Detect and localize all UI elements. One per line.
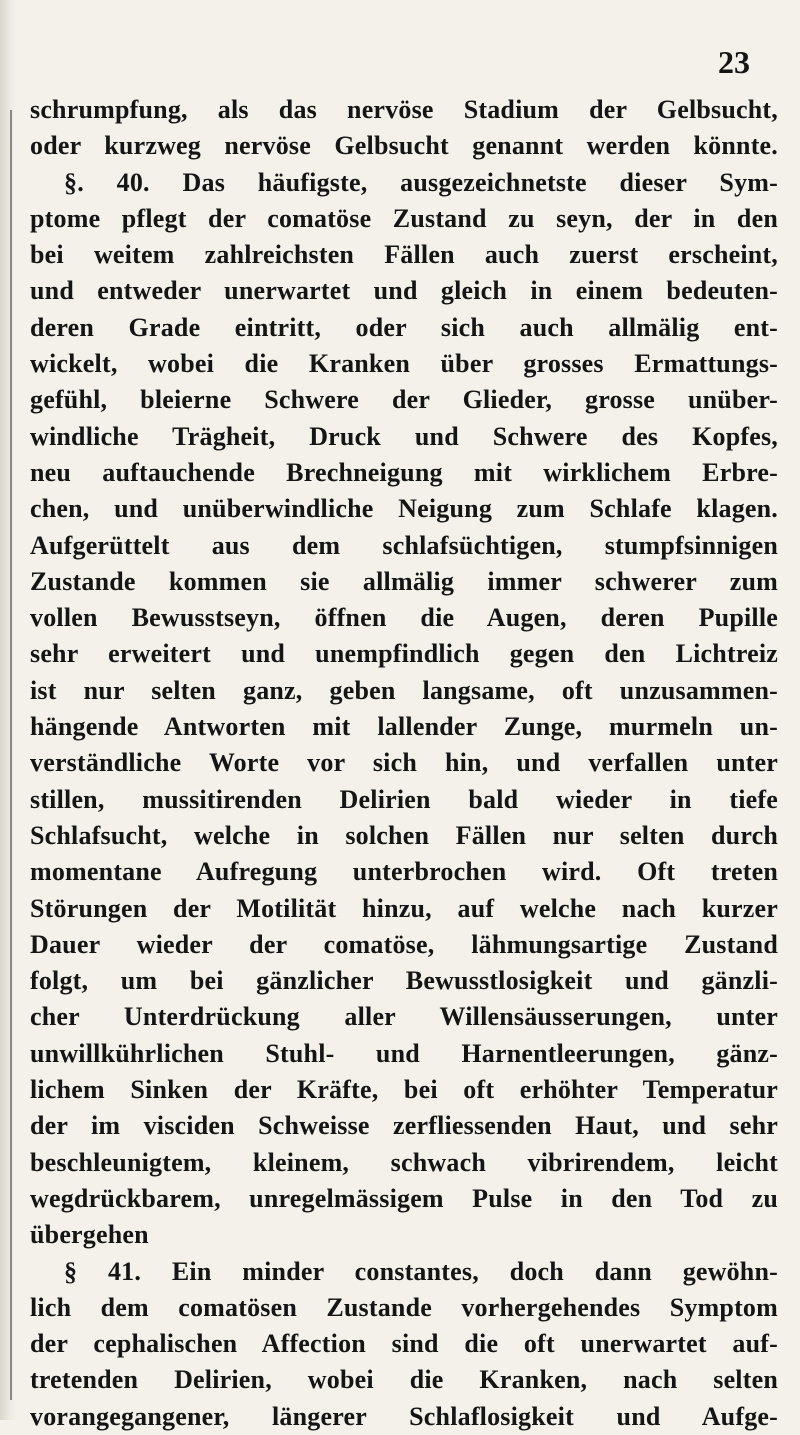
page-gutter: [0, 0, 16, 1420]
text-line: lichem Sinken der Kräfte, bei oft erhöhter Temperatur: [30, 1075, 778, 1105]
text-line: sehr erweitert und unempfindlich gegen den Lichtreiz: [30, 639, 778, 669]
text-line: Zustande kommen sie allmälig immer schwerer zum: [30, 566, 778, 596]
text-line: hängende Antworten mit lallender Zunge, murmeln un-: [30, 712, 778, 742]
text-line: schrumpfung, als das nervöse Stadium der Gelbsucht,: [30, 95, 778, 124]
text-line: stillen, mussitirenden Delirien bald wieder in tiefe: [30, 784, 778, 814]
text-line: tretenden Delirien, wobei die Kranken, nach selten: [30, 1365, 778, 1395]
text-line: Dauer wieder der comatöse, lähmungsartige Zustand: [30, 929, 778, 959]
text-line: und entweder unerwartet und gleich in einem bedeuten-: [30, 276, 778, 306]
text-line: ptome pflegt der comatöse Zustand zu seyn, der in den: [30, 203, 778, 233]
text-line: oder kurzweg nervöse Gelbsucht genannt werden könnte.: [30, 131, 778, 161]
text-line: §. 40. Das häufigste, ausgezeichnetste dieser Sym-: [64, 167, 778, 197]
text-line: Schlafsucht, welche in solchen Fällen nur selten durch: [30, 820, 778, 850]
text-line: momentane Aufregung unterbrochen wird. Oft treten: [30, 857, 778, 887]
text-line: beschleunigtem, kleinem, schwach vibrirendem, leicht: [30, 1147, 778, 1177]
page-number: 23: [718, 44, 750, 80]
text-line: verständliche Worte vor sich hin, und verfallen unter: [30, 748, 778, 778]
binding-edge: [10, 110, 12, 1400]
text-line: wickelt, wobei die Kranken über grosses Ermattungs-: [30, 349, 778, 379]
text-line: folgt, um bei gänzlicher Bewusstlosigkeit und gänzli-: [30, 966, 778, 996]
text-line: Störungen der Motilität hinzu, auf welche nach kurzer: [30, 893, 778, 923]
text-line: übergehen: [30, 1220, 149, 1250]
body-text: [30, 92, 778, 1435]
text-line: Aufgerüttelt aus dem schlafsüchtigen, stumpfsinnigen: [30, 530, 778, 560]
text-line: gefühl, bleierne Schwere der Glieder, grosse unüber-: [30, 385, 778, 415]
text-line: wegdrückbarem, unregelmässigem Pulse in den Tod zu: [30, 1183, 778, 1213]
text-line: der im visciden Schweisse zerfliessenden Haut, und sehr: [30, 1111, 778, 1141]
text-line: § 41. Ein minder constantes, doch dann gewöhn-: [64, 1256, 778, 1286]
text-line: neu auftauchende Brechneigung mit wirklichem Erbre-: [30, 457, 778, 487]
text-line: unwillkührlichen Stuhl- und Harnentleerungen, gänz-: [30, 1038, 778, 1068]
text-line: cher Unterdrückung aller Willensäusserungen, unter: [30, 1002, 778, 1032]
text-line: windliche Trägheit, Druck und Schwere des Kopfes,: [30, 421, 778, 451]
text-line: lich dem comatösen Zustande vorhergehendes Symptom: [30, 1292, 778, 1322]
text-line: der cephalischen Affection sind die oft unerwartet auf-: [30, 1329, 778, 1359]
text-line: chen, und unüberwindliche Neigung zum Schlafe klagen.: [30, 494, 778, 524]
text-line: vorangegangener, längerer Schlaflosigkeit und Aufge-: [30, 1401, 778, 1431]
text-line: deren Grade eintritt, oder sich auch allmälig ent-: [30, 312, 778, 342]
text-line: vollen Bewusstseyn, öffnen die Augen, deren Pupille: [30, 603, 778, 633]
text-line: bei weitem zahlreichsten Fällen auch zuerst erscheint,: [30, 240, 778, 270]
text-line: ist nur selten ganz, geben langsame, oft unzusammen-: [30, 675, 778, 705]
